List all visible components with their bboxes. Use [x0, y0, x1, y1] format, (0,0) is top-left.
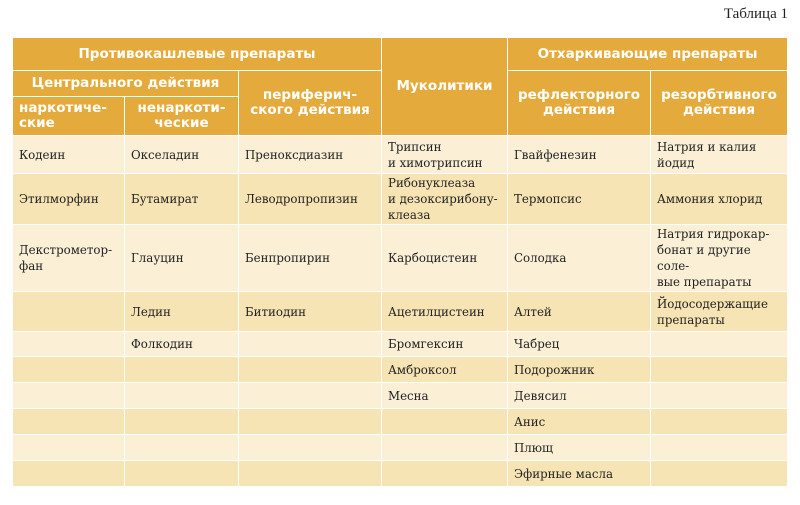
table-cell	[125, 435, 239, 461]
table-cell	[13, 383, 125, 409]
table-cell	[651, 383, 788, 409]
header-mucolytics: Муколитики	[382, 38, 508, 136]
header-expectorant: Отхаркивающие препараты	[508, 38, 788, 71]
header-central: Центрального действия	[13, 71, 239, 97]
table-cell: Трипсин и химотрипсин	[382, 136, 508, 174]
table-cell: Натрия гидрокар- бонат и другие соле- вые препараты	[651, 225, 788, 292]
table-cell: Девясил	[508, 383, 651, 409]
table-cell	[125, 357, 239, 383]
header-resorptive: резорбтивного действия	[651, 71, 788, 136]
header-peripheral-l1: периферич-	[262, 87, 358, 103]
table-cell: Термопсис	[508, 174, 651, 225]
table-cell	[651, 332, 788, 357]
table-cell: Бенпропирин	[239, 225, 382, 292]
table-cell: Ледин	[125, 292, 239, 332]
table-cell: Глауцин	[125, 225, 239, 292]
table-cell	[239, 435, 382, 461]
table-cell	[651, 357, 788, 383]
table-row	[13, 136, 788, 174]
table-cell	[125, 383, 239, 409]
table-cell: Кодеин	[13, 136, 125, 174]
table-cell: Амброксол	[382, 357, 508, 383]
header-non-narcotic: ненаркоти- ческие	[125, 97, 239, 136]
table-cell: Леводропропизин	[239, 174, 382, 225]
table-row	[13, 383, 788, 409]
table-cell	[125, 409, 239, 435]
table-header	[13, 38, 788, 136]
table-cell: Рибонуклеаза и дезоксирибону- клеаза	[382, 174, 508, 225]
table-cell	[651, 461, 788, 487]
table-row	[13, 332, 788, 357]
table-cell: Бромгексин	[382, 332, 508, 357]
table-cell	[239, 332, 382, 357]
table-cell: Анис	[508, 409, 651, 435]
drug-table	[12, 37, 788, 487]
table-cell: Бутамират	[125, 174, 239, 225]
table-cell	[382, 435, 508, 461]
table-row	[13, 357, 788, 383]
table-cell	[13, 357, 125, 383]
table-cell: Эфирные масла	[508, 461, 651, 487]
table-row	[13, 225, 788, 292]
table-cell	[651, 435, 788, 461]
table-caption: Таблица 1	[723, 6, 788, 22]
table-cell: Карбоцистеин	[382, 225, 508, 292]
table-cell: Алтей	[508, 292, 651, 332]
table-body	[13, 136, 788, 487]
table-cell: Окселадин	[125, 136, 239, 174]
table-cell	[382, 409, 508, 435]
header-antitussive: Противокашлевые препараты	[13, 38, 382, 71]
table-cell	[13, 292, 125, 332]
table-cell: Аммония хлорид	[651, 174, 788, 225]
table-cell	[125, 461, 239, 487]
table-cell	[651, 409, 788, 435]
table-cell	[13, 435, 125, 461]
table-cell	[13, 409, 125, 435]
table-cell: Месна	[382, 383, 508, 409]
table-cell	[239, 461, 382, 487]
header-narcotic: наркотиче- ские	[13, 97, 125, 136]
table-cell	[382, 461, 508, 487]
table-cell: Фолкодин	[125, 332, 239, 357]
table-cell: Плющ	[508, 435, 651, 461]
table-cell: Йодосодержащие препараты	[651, 292, 788, 332]
table-row	[13, 409, 788, 435]
table-cell	[13, 461, 125, 487]
table-cell	[239, 409, 382, 435]
table-row	[13, 461, 788, 487]
table-row	[13, 435, 788, 461]
table-cell: Солодка	[508, 225, 651, 292]
table-cell	[239, 357, 382, 383]
header-reflex: рефлекторного действия	[508, 71, 651, 136]
table-cell: Гвайфенезин	[508, 136, 651, 174]
table-cell: Натрия и калия йодид	[651, 136, 788, 174]
table-cell: Преноксдиазин	[239, 136, 382, 174]
table-cell: Подорожник	[508, 357, 651, 383]
table-cell	[239, 383, 382, 409]
table-cell: Ацетилцистеин	[382, 292, 508, 332]
table-cell: Декстрометор- фан	[13, 225, 125, 292]
header-peripheral-l2: ского действия	[250, 102, 370, 118]
table-cell: Этилморфин	[13, 174, 125, 225]
table-cell: Битиодин	[239, 292, 382, 332]
header-peripheral	[239, 71, 382, 136]
table-row	[13, 292, 788, 332]
table-cell	[13, 332, 125, 357]
table-cell: Чабрец	[508, 332, 651, 357]
table-row	[13, 174, 788, 225]
